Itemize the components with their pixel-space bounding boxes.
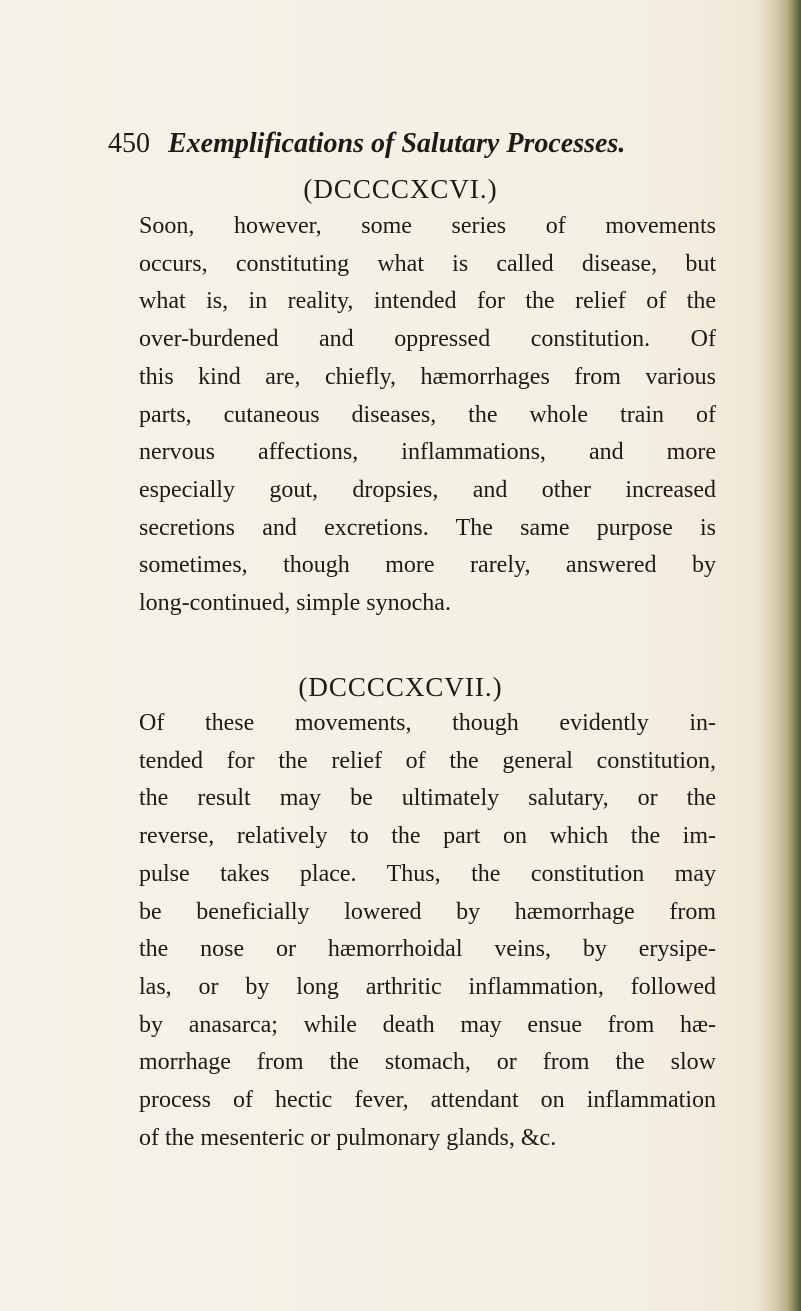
text-line: pulse takes place. Thus, the constitution may [139,860,716,887]
text-line: this kind are, chiefly, hæmorrhages from various [139,363,716,390]
running-title: Exemplifications of Salutary Processes. [168,128,626,159]
text-line: long-continued, simple synocha. [139,590,451,617]
text-line: the nose or hæmorrhoidal veins, by erysipe- [139,936,716,963]
text-line: occurs, constituting what is called disease, but [139,250,716,277]
text-line: process of hectic fever, attendant on inflammation [139,1087,716,1114]
text-line: las, or by long arthritic inflammation, followed [139,973,716,1000]
paragraph-1 [139,208,716,623]
text-line: morrhage from the stomach, or from the slow [139,1049,716,1076]
text-line: sometimes, though more rarely, answered by [139,552,716,579]
text-line: reverse, relatively to the part on which the im- [139,823,716,850]
text-line: especially gout, dropsies, and other increased [139,476,716,503]
section-heading-1: (DCCCCXCVI.) [303,174,498,204]
text-line: be beneficially lowered by hæmorrhage from [139,898,716,925]
text-line: what is, in reality, intended for the relief of the [139,288,716,315]
running-head [108,128,708,168]
paragraph-2 [139,705,716,1157]
section-heading-2: (DCCCCXCVII.) [298,672,503,702]
text-line: nervous affections, inflammations, and more [139,439,716,466]
text-line: secretions and excretions. The same purpose is [139,514,716,541]
text-line: parts, cutaneous diseases, the whole train of [139,401,716,428]
text-line: over-burdened and oppressed constitution. Of [139,326,716,353]
text-line: Soon, however, some series of movements [139,213,716,239]
text-line: the result may be ultimately salutary, or the [139,785,716,812]
text-line: by anasarca; while death may ensue from hæ- [139,1011,716,1038]
page-number: 450 [108,128,150,159]
text-line: of the mesenteric or pulmonary glands, &c. [139,1124,557,1151]
text-line: Of these movements, though evidently in- [139,710,716,736]
text-line: tended for the relief of the general constitution, [139,747,716,774]
